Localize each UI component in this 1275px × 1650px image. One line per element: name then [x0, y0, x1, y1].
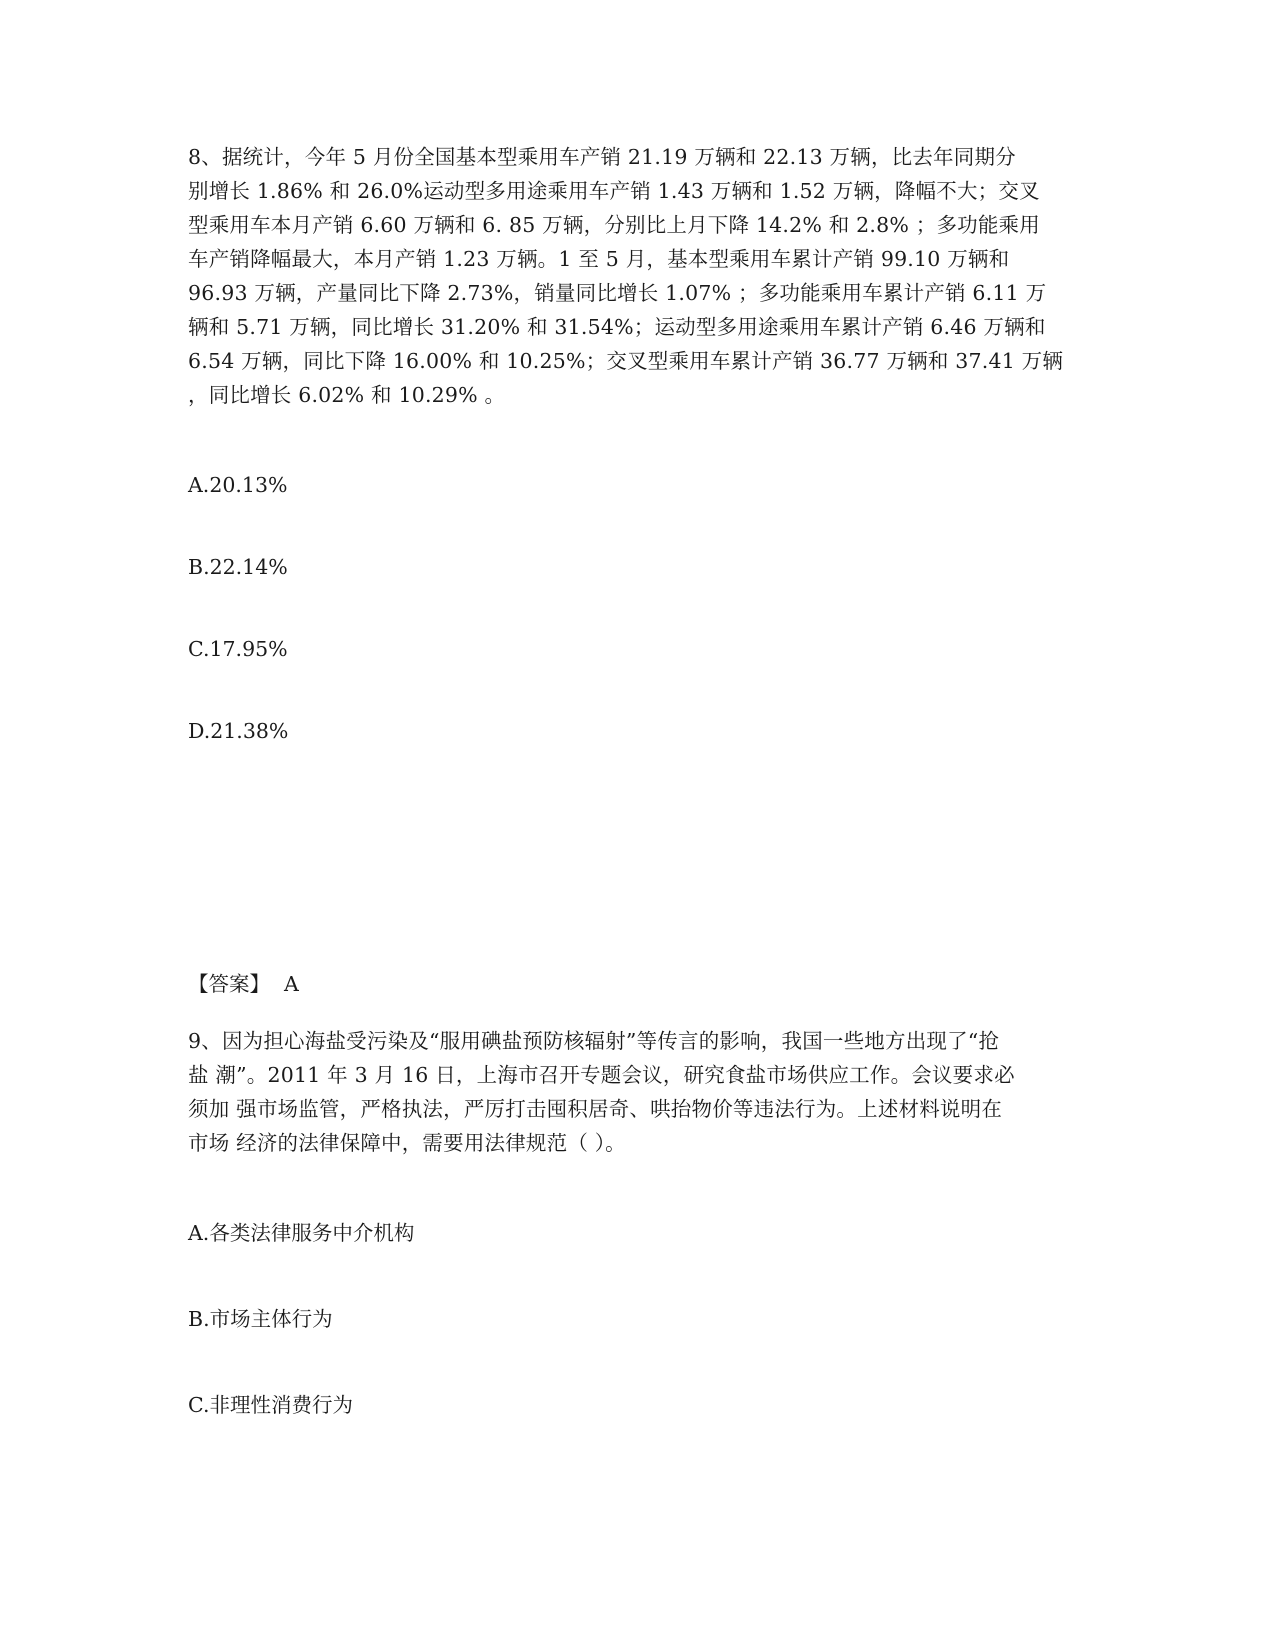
- option-c: C.17.95%: [188, 637, 288, 661]
- question-line: 车产销降幅最大，本月产销 1.23 万辆。1 至 5 月，基本型乘用车累计产销 99.10 万辆和: [188, 247, 1010, 271]
- question-line: 6.54 万辆，同比下降 16.00% 和 10.25%；交叉型乘用车累计产销 36.77 万辆和 37.41 万辆: [188, 349, 1064, 373]
- option-a: A.20.13%: [188, 473, 288, 497]
- option-b: B.市场主体行为: [188, 1307, 333, 1331]
- question-line: 别增长 1.86% 和 26.0%运动型多用途乘用车产销 1.43 万辆和 1.52 万辆，降幅不大；交叉: [188, 179, 1040, 203]
- question-line: ，同比增长 6.02% 和 10.29% 。: [188, 383, 506, 407]
- question-line: 市场 经济的法律保障中，需要用法律规范（ ）。: [188, 1131, 626, 1155]
- option-a: A.各类法律服务中介机构: [188, 1221, 415, 1245]
- question-line: 96.93 万辆，产量同比下降 2.73%，销量同比增长 1.07% ；多功能乘用车累计产销 6.11 万: [188, 281, 1047, 305]
- question-line: 辆和 5.71 万辆，同比增长 31.20% 和 31.54%；运动型多用途乘用车累计产销 6.46 万辆和: [188, 315, 1046, 339]
- question-line: 盐 潮”。2011 年 3 月 16 日，上海市召开专题会议，研究食盐市场供应工作。会议要求必: [188, 1063, 1015, 1087]
- option-d: D.21.38%: [188, 719, 289, 743]
- question-9-text: [188, 1024, 1088, 1160]
- answer-value: A: [284, 972, 299, 996]
- answer-line: [188, 969, 299, 999]
- option-b: B.22.14%: [188, 555, 288, 579]
- question-8-text: [188, 140, 1088, 412]
- question-line: 9、因为担心海盐受污染及“服用碘盐预防核辐射”等传言的影响，我国一些地方出现了“抢: [188, 1029, 1000, 1053]
- question-line: 型乘用车本月产销 6.60 万辆和 6. 85 万辆，分别比上月下降 14.2% 和 2.8% ；多功能乘用: [188, 213, 1040, 237]
- option-c: C.非理性消费行为: [188, 1393, 353, 1417]
- question-line: 须加 强市场监管，严格执法，严厉打击囤积居奇、哄抬物价等违法行为。上述材料说明在: [188, 1097, 1003, 1121]
- question-line: 8、据统计，今年 5 月份全国基本型乘用车产销 21.19 万辆和 22.13 万辆，比去年同期分: [188, 145, 1016, 169]
- answer-label: 【答案】: [188, 972, 270, 996]
